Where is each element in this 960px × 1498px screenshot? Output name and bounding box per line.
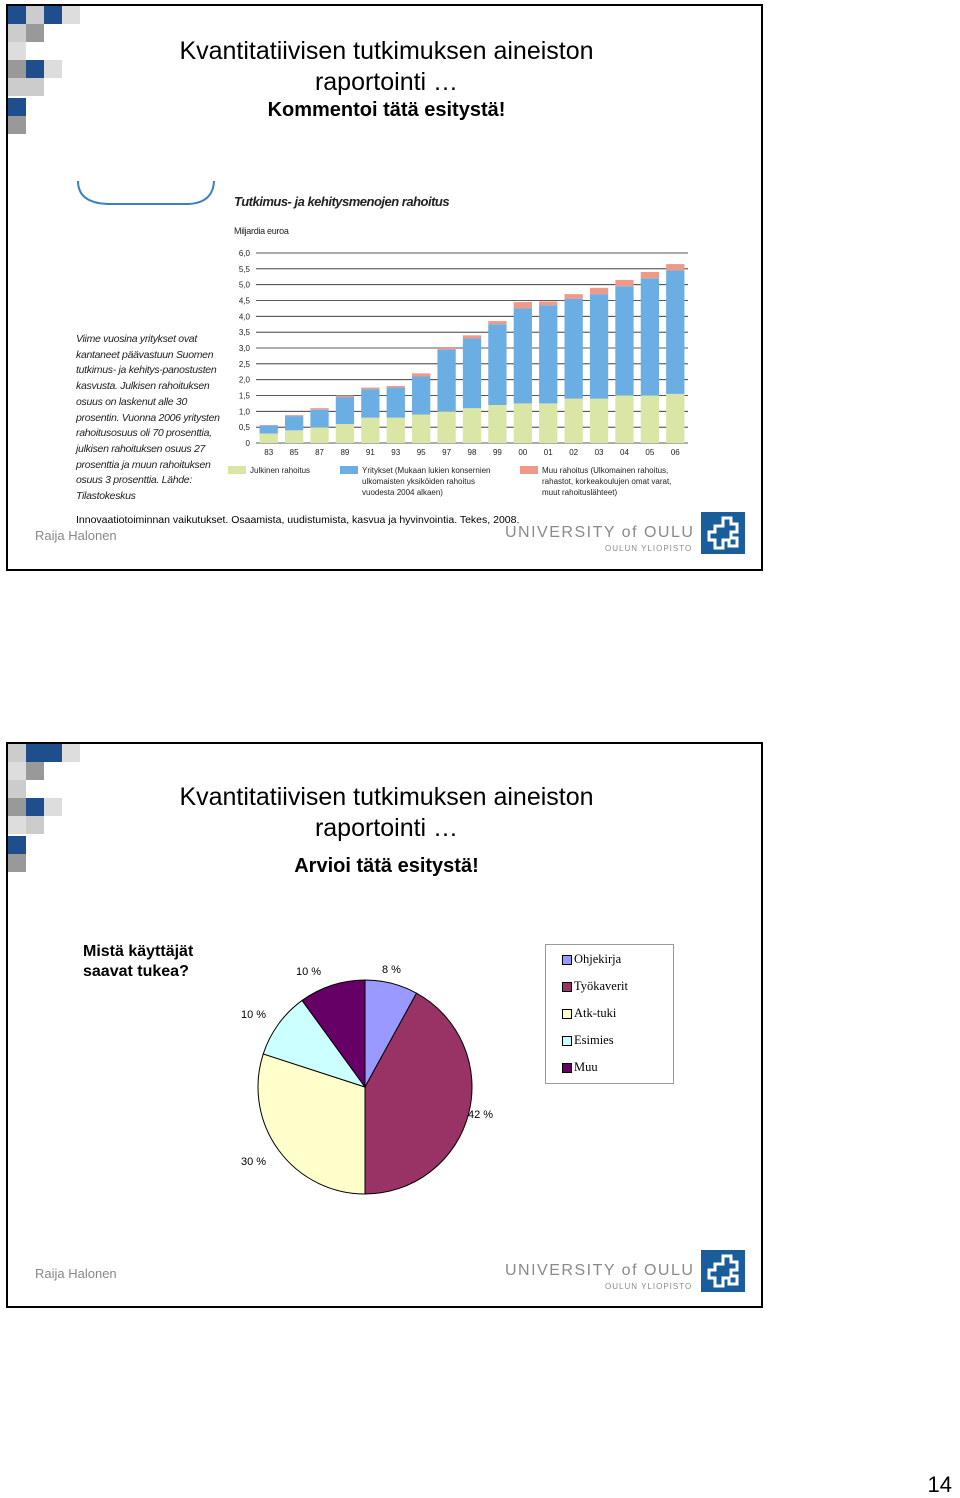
bar-segment <box>260 425 278 426</box>
x-tick-label: 03 <box>594 448 604 457</box>
bar-segment <box>564 299 582 399</box>
y-tick-label: 5,5 <box>238 264 250 274</box>
chart-unit: Miljardia euroa <box>234 226 289 236</box>
legend-label: muut rahoituslähteet) <box>542 488 618 497</box>
bar-segment <box>310 427 328 443</box>
university-crest-icon <box>701 512 745 554</box>
legend-swatch <box>562 1036 572 1046</box>
bar-segment <box>412 373 430 376</box>
bar-segment <box>615 286 633 395</box>
legend-label: Ohjekirja <box>574 952 622 966</box>
legend-label: Muu <box>574 1060 598 1074</box>
bar-segment <box>539 305 557 403</box>
bar-segment <box>336 424 354 443</box>
bar-segment <box>310 410 328 427</box>
bar-segment <box>463 408 481 443</box>
slide-title-line1: Kvantitatiivisen tutkimuksen aineiston <box>179 37 594 65</box>
chart-side-text: Viime vuosina yritykset ovat kantaneet päävastuun Suomen tutkimus- ja kehitys-panostusten kasvusta. Julkisen rahoituksen osuus on laskenut alle 30 prosentin. Vuonna 2006 yritysten rahoitusosuus oli 70 prosenttia, julkisen rahoituksen osuus 27 prosenttia ja muun rahoituksen osuus 3 prosenttia. Lähde: Tilastokeskus <box>76 333 220 503</box>
slide-subtitle: Kommentoi tätä esitystä! <box>267 99 506 121</box>
x-tick-label: 01 <box>543 448 553 457</box>
bar-segment <box>488 321 506 324</box>
bar-segment <box>361 388 379 390</box>
x-tick-label: 89 <box>340 448 350 457</box>
bar-segment <box>387 418 405 443</box>
bar-segment <box>590 294 608 399</box>
legend-label: rahastot, korkeakoulujen omat varat, <box>542 477 672 486</box>
bar-segment <box>463 335 481 338</box>
y-tick-label: 0,5 <box>238 423 250 433</box>
bar-segment <box>437 411 455 443</box>
bar-segment <box>387 388 405 418</box>
footer-author: Raija Halonen <box>35 528 117 543</box>
x-tick-label: 02 <box>569 448 579 457</box>
bar-segment <box>260 426 278 434</box>
y-tick-label: 2,0 <box>238 375 250 385</box>
x-tick-label: 98 <box>467 448 477 457</box>
bar-segment <box>285 430 303 443</box>
y-tick-label: 2,5 <box>238 359 250 369</box>
y-tick-label: 5,0 <box>238 280 250 290</box>
legend-label: Esimies <box>574 1033 614 1047</box>
decorative-curve <box>68 176 228 216</box>
bar-segment <box>615 396 633 444</box>
pie-legend <box>545 944 674 1084</box>
x-tick-label: 87 <box>315 448 324 457</box>
bar-segment <box>514 308 532 403</box>
bar-segment <box>666 394 684 443</box>
x-tick-label: 95 <box>416 448 426 457</box>
legend-label: Yritykset (Mukaan lukien konsernien <box>362 466 491 475</box>
bar-segment <box>564 399 582 443</box>
slide-title-line2: raportointi … <box>314 68 459 96</box>
legend-label: Muu rahoitus (Ulkomainen rahoitus, <box>542 466 669 475</box>
bar-segment <box>437 350 455 412</box>
bar-segment <box>539 403 557 443</box>
bar-segment <box>463 339 481 409</box>
bar-segment <box>336 396 354 398</box>
pie-slice-label: 42 % <box>468 1109 494 1121</box>
slide-title-line2: raportointi … <box>314 814 459 842</box>
y-tick-label: 0 <box>245 439 250 448</box>
bar-segment <box>361 389 379 418</box>
legend-swatch <box>562 1009 572 1019</box>
pie-slice-label: 8 % <box>382 964 401 976</box>
bar-segment <box>412 415 430 444</box>
bar-segment <box>387 386 405 388</box>
bar-segment <box>590 399 608 443</box>
y-tick-label: 1,5 <box>238 391 250 401</box>
pie-chart <box>238 969 478 1209</box>
pie-question <box>83 942 193 982</box>
bar-segment <box>666 270 684 394</box>
x-tick-label: 93 <box>391 448 401 457</box>
legend-item <box>574 1060 598 1075</box>
bar-segment <box>641 272 659 278</box>
x-tick-label: 00 <box>518 448 528 457</box>
y-tick-label: 3,0 <box>238 344 250 353</box>
legend-swatch <box>520 466 538 474</box>
source-citation: Innovaatiotoiminnan vaikutukset. Osaamista, uudistumista, kasvua ja hyvinvointia. Tekes, 2008. <box>76 514 520 526</box>
page-number: 14 <box>927 1472 952 1497</box>
bar-segment <box>590 288 608 294</box>
legend-item <box>574 952 621 967</box>
bar-segment <box>285 415 303 416</box>
legend-swatch <box>562 955 572 965</box>
legend-label: Työkaverit <box>574 979 628 993</box>
pie-slice-label: 30 % <box>241 1156 267 1168</box>
bar-segment <box>412 377 430 415</box>
pie-question-line2: saavat tukea? <box>83 963 189 980</box>
bar-segment <box>615 280 633 286</box>
y-tick-label: 4,0 <box>238 312 250 322</box>
y-tick-label: 3,5 <box>238 328 250 338</box>
pie-slice-label: 10 % <box>296 966 322 978</box>
pie-question-line1: Mistä käyttäjät <box>83 943 194 960</box>
bar-segment <box>488 324 506 405</box>
university-logo-subtext: OULUN YLIOPISTO <box>605 544 693 553</box>
slide-title-line1: Kvantitatiivisen tutkimuksen aineiston <box>179 783 594 811</box>
university-crest-icon <box>701 1250 745 1292</box>
slide-1 <box>6 4 763 571</box>
bar-segment <box>488 405 506 443</box>
university-logo-text: UNIVERSITY of OULU <box>505 1262 695 1279</box>
bar-segment <box>641 278 659 395</box>
legend-item <box>574 1006 616 1021</box>
bar-segment <box>336 397 354 424</box>
bar-segment <box>564 294 582 299</box>
y-tick-label: 6,0 <box>238 249 250 258</box>
bar-segment <box>260 434 278 444</box>
university-logo-subtext: OULUN YLIOPISTO <box>605 1282 693 1291</box>
pie-slice-label: 10 % <box>241 1009 267 1021</box>
y-tick-label: 4,5 <box>238 296 250 306</box>
bar-segment <box>666 264 684 270</box>
footer-author: Raija Halonen <box>35 1266 117 1281</box>
x-tick-label: 05 <box>645 448 655 457</box>
x-tick-label: 06 <box>670 448 680 457</box>
legend-item <box>574 1033 614 1048</box>
slide-2 <box>6 742 763 1308</box>
x-tick-label: 99 <box>492 448 502 457</box>
bar-segment <box>310 408 328 410</box>
legend-label: ulkomaisten yksiköiden rahoitus <box>362 477 475 486</box>
bar-chart <box>226 238 696 498</box>
bar-segment <box>641 396 659 444</box>
bar-segment <box>361 418 379 443</box>
x-tick-label: 83 <box>264 448 274 457</box>
y-tick-label: 1,0 <box>238 407 250 417</box>
slide-subtitle: Arvioi tätä esitystä! <box>294 855 479 877</box>
x-tick-label: 04 <box>620 448 629 457</box>
x-tick-label: 97 <box>442 448 452 457</box>
x-tick-label: 91 <box>365 448 375 457</box>
bar-segment <box>514 403 532 443</box>
bar-segment <box>539 301 557 305</box>
legend-label: vuodesta 2004 alkaen) <box>362 488 443 497</box>
legend-label: Julkinen rahoitus <box>250 466 311 475</box>
legend-label: Atk-tuki <box>574 1006 617 1020</box>
legend-swatch <box>562 1063 572 1073</box>
bar-segment <box>285 416 303 430</box>
bar-segment <box>514 302 532 308</box>
legend-item <box>574 979 628 994</box>
chart-title: Tutkimus- ja kehitysmenojen rahoitus <box>234 194 450 209</box>
legend-swatch <box>340 466 358 474</box>
university-logo-text: UNIVERSITY of OULU <box>505 524 695 541</box>
x-tick-label: 85 <box>289 448 299 457</box>
bar-segment <box>437 348 455 350</box>
legend-swatch <box>228 466 246 474</box>
legend-swatch <box>562 982 572 992</box>
